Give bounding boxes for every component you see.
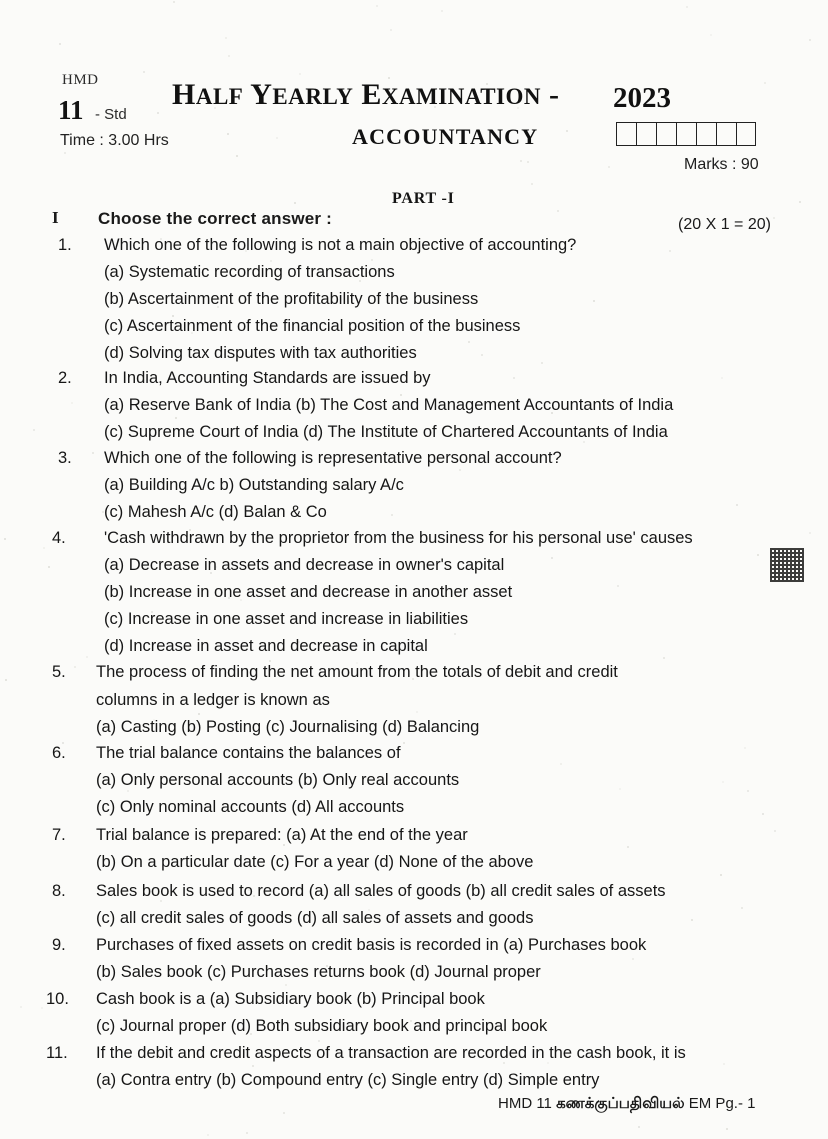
question-number: 6. (52, 744, 66, 762)
register-box[interactable] (736, 122, 756, 146)
question-stem: If the debit and credit aspects of a transaction are recorded in the cash book, it is (96, 1044, 686, 1062)
register-box[interactable] (696, 122, 716, 146)
section-marks: (20 X 1 = 20) (678, 216, 771, 233)
question-number: 8. (52, 882, 66, 900)
question-number: 2. (58, 369, 72, 387)
question-option: (a) Contra entry (b) Compound entry (c) Single entry (d) Simple entry (96, 1071, 600, 1089)
question-stem: In India, Accounting Standards are issued by (104, 369, 431, 387)
question-option: (c) all credit sales of goods (d) all sales of assets and goods (96, 909, 534, 927)
question-option: (b) Ascertainment of the profitability of the business (104, 290, 479, 308)
question-option: (a) Systematic recording of transactions (104, 263, 395, 281)
question-stem: Which one of the following is not a main objective of accounting? (104, 236, 577, 254)
question-option: (b) Increase in one asset and decrease in another asset (104, 583, 513, 601)
question-option: (b) Sales book (c) Purchases returns book (d) Journal proper (96, 963, 541, 981)
register-box[interactable] (636, 122, 656, 146)
question-option: (d) Increase in asset and decrease in capital (104, 637, 428, 655)
register-number-boxes[interactable] (616, 122, 756, 146)
question-option: (b) On a particular date (c) For a year (d) None of the above (96, 853, 534, 871)
page-footer (498, 1095, 755, 1114)
class-number: 11 (58, 95, 84, 125)
question-option: (a) Reserve Bank of India (b) The Cost and Management Accountants of India (104, 396, 674, 414)
question-option: (c) Supreme Court of India (d) The Institute of Chartered Accountants of India (104, 423, 668, 441)
question-stem: Which one of the following is representative personal account? (104, 449, 562, 467)
question-option: (c) Increase in one asset and increase in liabilities (104, 610, 469, 628)
question-option: (a) Decrease in assets and decrease in owner's capital (104, 556, 505, 574)
question-number: 9. (52, 936, 66, 954)
question-option: (d) Solving tax disputes with tax authorities (104, 344, 417, 362)
question-option: (c) Journal proper (d) Both subsidiary book and principal book (96, 1017, 548, 1035)
question-number: 4. (52, 529, 66, 547)
question-option: (c) Only nominal accounts (d) All accounts (96, 798, 405, 816)
register-box[interactable] (716, 122, 736, 146)
qr-code-icon (770, 548, 804, 582)
footer-page: EM Pg.- 1 (688, 1095, 756, 1112)
question-stem: The trial balance contains the balances of (96, 744, 401, 762)
question-stem: 'Cash withdrawn by the proprietor from the business for his personal use' causes (104, 529, 693, 547)
question-stem: Trial balance is prepared: (a) At the end of the year (96, 826, 468, 844)
question-stem-cont: columns in a ledger is known as (96, 691, 330, 709)
section-number: I (52, 208, 59, 227)
subject-title: ACCOUNTANCY (352, 124, 539, 149)
paper-code: HMD (62, 72, 99, 88)
question-number: 1. (58, 236, 72, 254)
question-option: (c) Mahesh A/c (d) Balan & Co (104, 503, 327, 521)
question-number: 11. (46, 1044, 68, 1062)
question-option: (a) Only personal accounts (b) Only real accounts (96, 771, 460, 789)
section-instruction: Choose the correct answer : (98, 209, 333, 228)
part-heading: PART -I (392, 190, 455, 207)
register-box[interactable] (676, 122, 696, 146)
question-option: (c) Ascertainment of the financial position of the business (104, 317, 521, 335)
class-label: - Std (95, 106, 127, 123)
question-number: 5. (52, 663, 66, 681)
register-box[interactable] (656, 122, 676, 146)
register-box[interactable] (616, 122, 636, 146)
question-stem: Cash book is a (a) Subsidiary book (b) Principal book (96, 990, 485, 1008)
question-stem: The process of finding the net amount from the totals of debit and credit (96, 663, 618, 681)
question-option: (a) Building A/c b) Outstanding salary A/c (104, 476, 404, 494)
question-number: 3. (58, 449, 72, 467)
question-number: 10. (46, 990, 69, 1008)
exam-title: HALF YEARLY EXAMINATION - (172, 78, 560, 111)
footer-subject-tamil: கணக்குப்பதிவியல் (556, 1095, 685, 1112)
total-marks: Marks : 90 (684, 156, 759, 173)
question-option: (a) Casting (b) Posting (c) Journalising (d) Balancing (96, 718, 480, 736)
question-number: 7. (52, 826, 66, 844)
question-stem: Purchases of fixed assets on credit basis is recorded in (a) Purchases book (96, 936, 647, 954)
question-stem: Sales book is used to record (a) all sales of goods (b) all credit sales of assets (96, 882, 666, 900)
footer-code: HMD 11 (498, 1095, 552, 1112)
exam-duration: Time : 3.00 Hrs (60, 132, 169, 149)
exam-year: 2023 (613, 82, 671, 114)
